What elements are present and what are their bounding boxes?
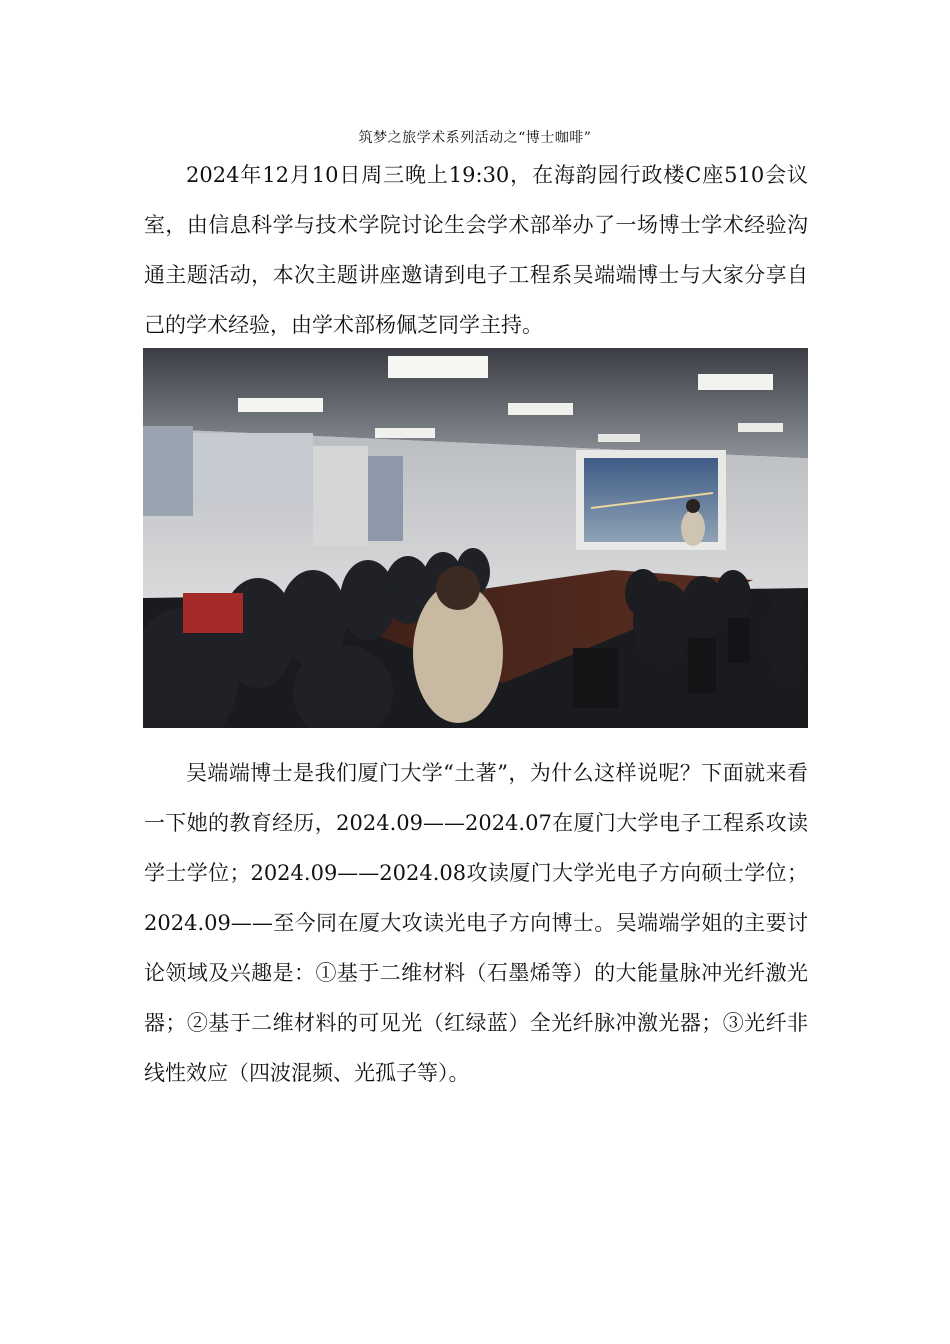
ceiling-light-7: [598, 434, 640, 442]
pillar: [313, 446, 368, 546]
ceiling-light-4: [375, 428, 435, 438]
window-blind-left: [193, 433, 313, 503]
presenter: [681, 510, 705, 546]
seminar-photo: [143, 348, 808, 728]
ceiling-light-5: [698, 374, 773, 390]
paragraph-speaker-bio: 吴端端博士是我们厦门大学“土著”，为什么这样说呢？下面就来看一下她的教育经历，2024.09——2024.07在厦门大学电子工程系攻读学士学位；2024.09——2024.08攻读厦门大学光电子方向硕士学位；2024.09——至今同在厦大攻读光电子方向博士。吴端端学姐的主要讨论领域及兴趣是：①基于二维材料（石墨烯等）的大能量脉冲光纤激光器；②基于二维材料的可见光（红绿蓝）全光纤脉冲激光器；③光纤非线性效应（四波混频、光孤子等）。: [144, 761, 808, 1085]
ceiling-light-2: [388, 356, 488, 378]
presenter-head: [686, 499, 700, 513]
ceiling-light-1: [238, 398, 323, 412]
ceiling-light-3: [508, 403, 573, 415]
paragraph-event-intro: 2024年12月10日周三晚上19:30，在海韵园行政楼C座510会议室，由信息科学与技术学院讨论生会学术部举办了一场博士学术经验沟通主题活动，本次主题讲座邀请到电子工程系吴端端博士与大家分享自己的学术经验，由学术部杨佩芝同学主持。: [144, 163, 808, 337]
woman-hair: [436, 566, 480, 610]
ceiling-light-6: [738, 423, 783, 432]
curtain: [368, 456, 403, 541]
window-blind-edge: [143, 426, 193, 516]
document-title: 筑梦之旅学术系列活动之“博士咖啡”: [358, 130, 592, 146]
red-jacket: [183, 593, 243, 633]
